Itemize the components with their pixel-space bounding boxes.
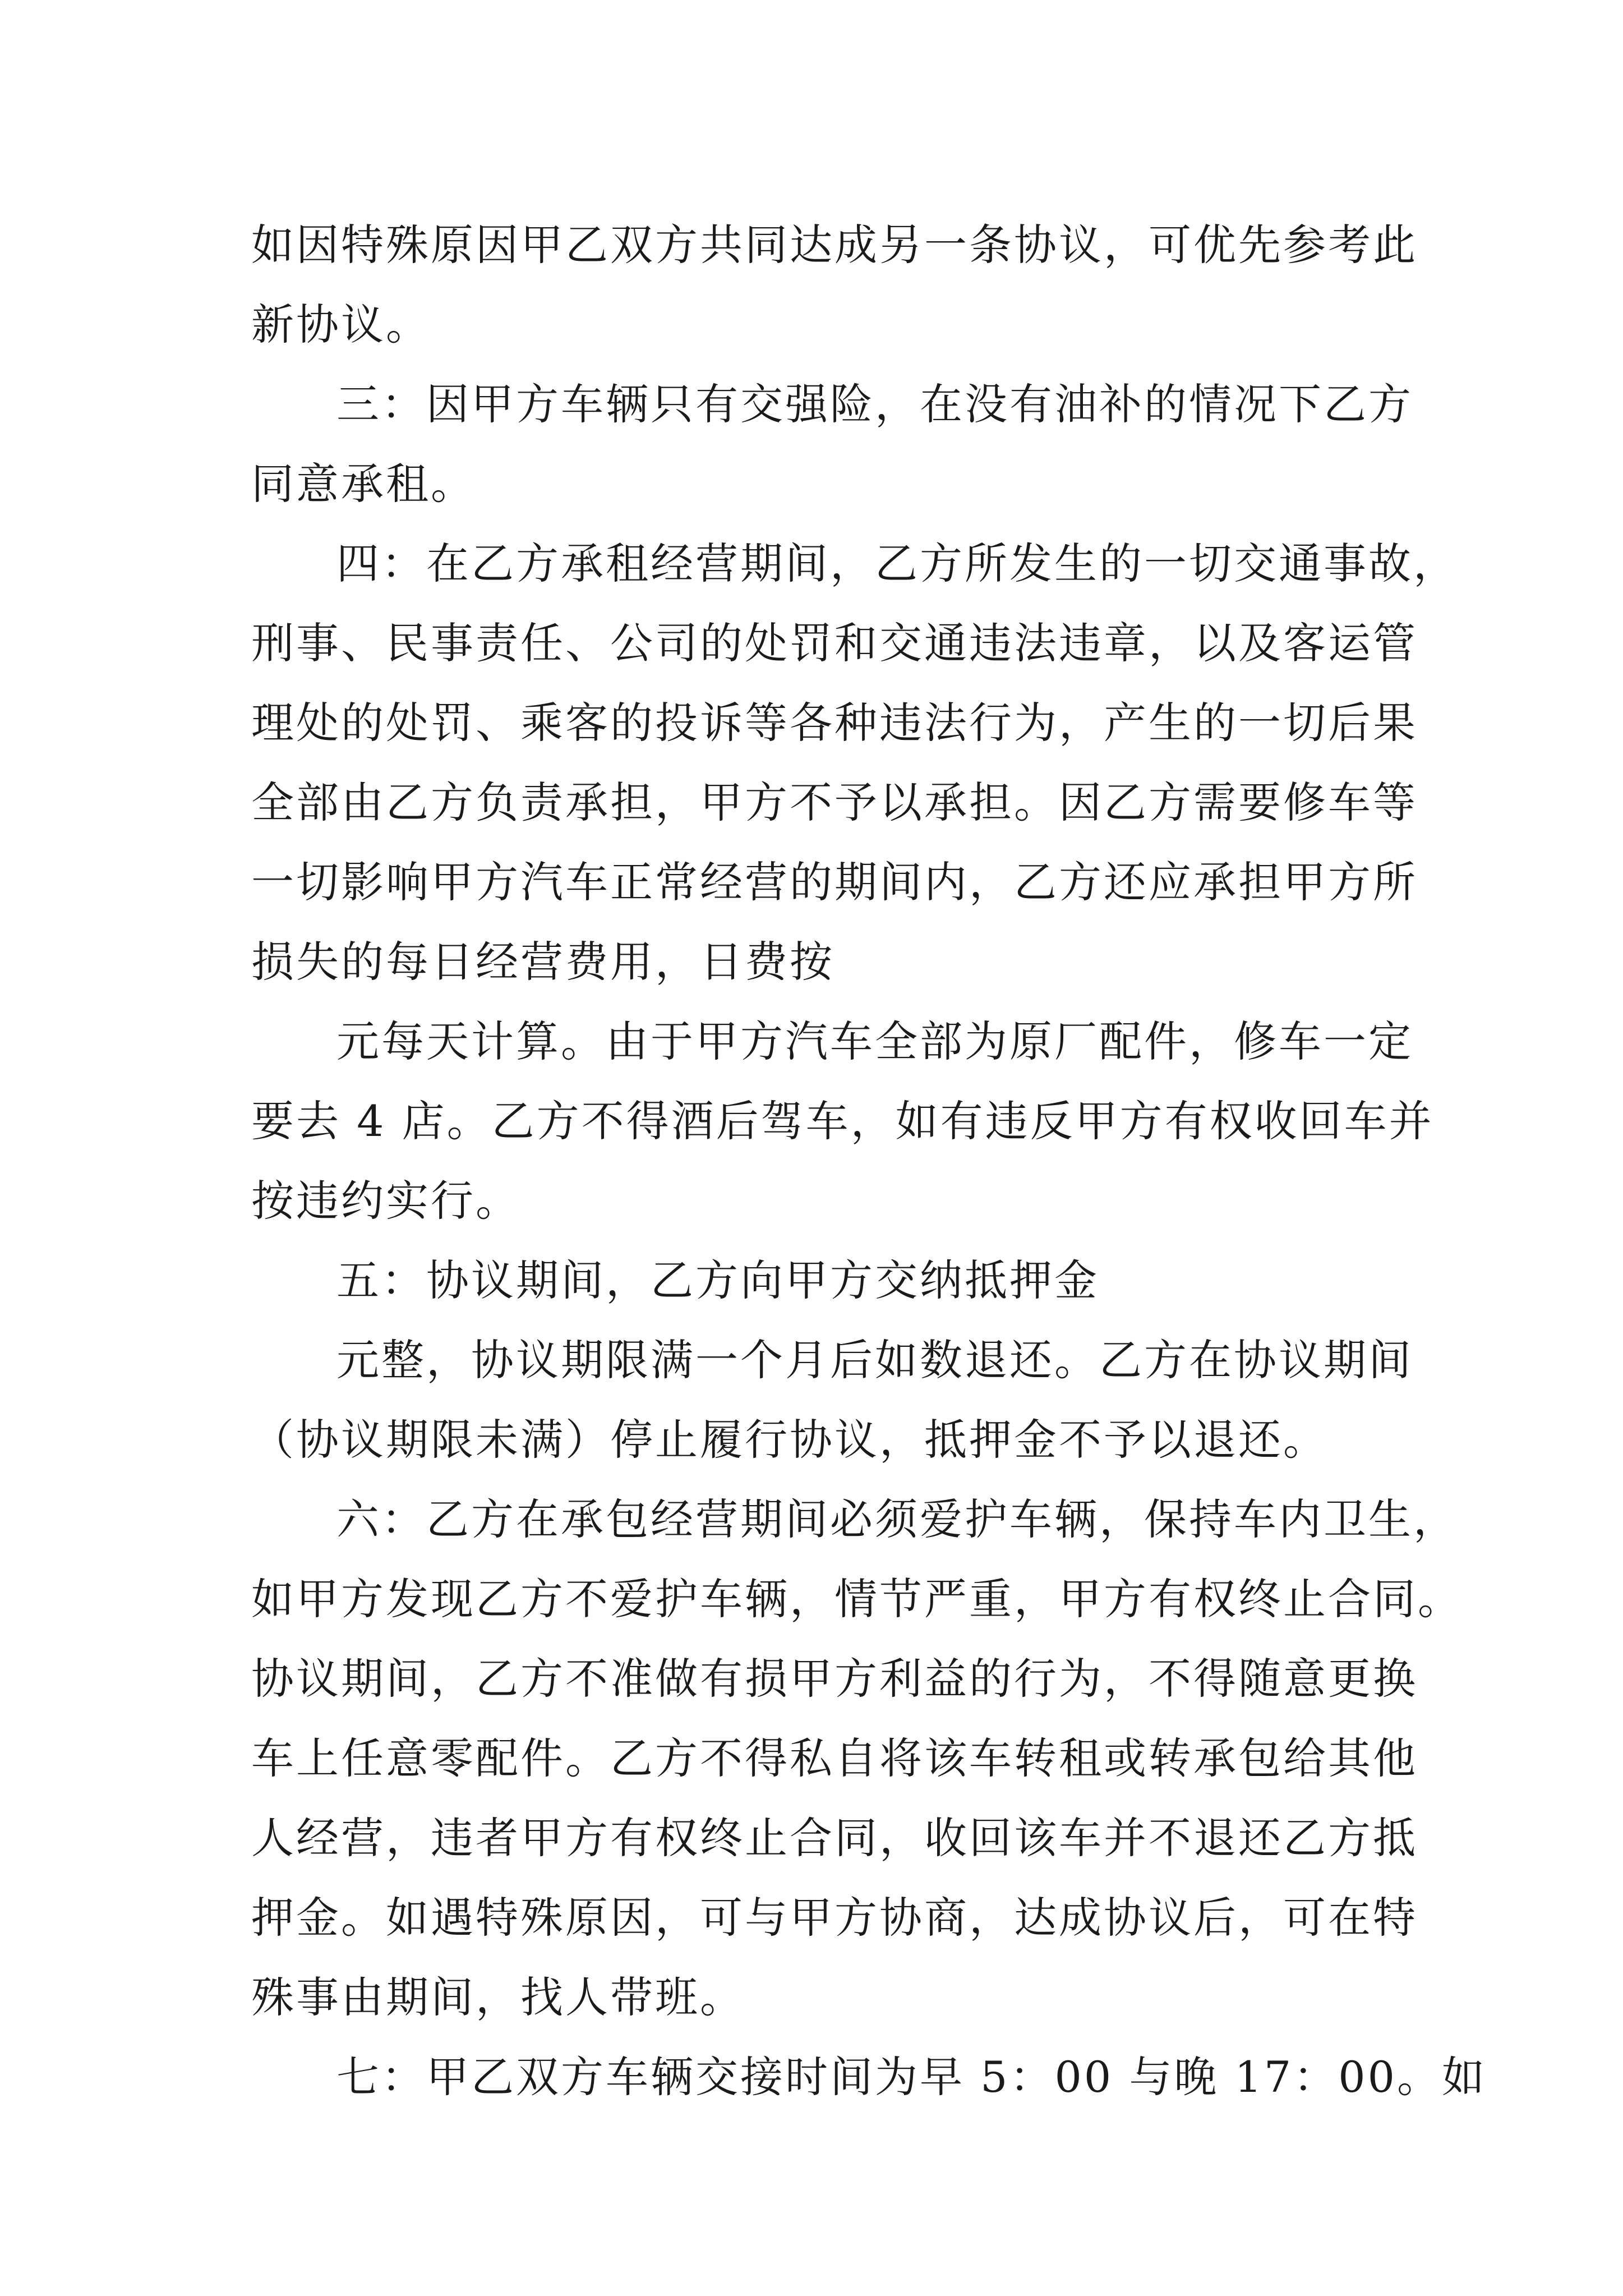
clause-five-line: 五：协议期间，乙方向甲方交纳抵押金 bbox=[336, 1255, 1099, 1305]
body-line: 要去 4 店。乙方不得酒后驾车，如有违反甲方有权收回车并 bbox=[251, 1096, 1434, 1146]
body-line: 损失的每日经营费用，日费按 bbox=[251, 937, 834, 987]
clause-three-line: 三：因甲方车辆只有交强险，在没有油补的情况下乙方 bbox=[336, 379, 1413, 429]
body-line: 元每天计算。由于甲方汽车全部为原厂配件，修车一定 bbox=[336, 1016, 1413, 1066]
body-line: 如因特殊原因甲乙双方共同达成另一条协议，可优先参考此 bbox=[251, 220, 1418, 270]
body-line: 同意承租。 bbox=[251, 459, 476, 509]
body-line: （协议期限未满）停止履行协议，抵押金不予以退还。 bbox=[251, 1415, 1328, 1465]
body-line: 全部由乙方负责承担，甲方不予以承担。因乙方需要修车等 bbox=[251, 777, 1418, 827]
clause-seven-line: 七：甲乙双方车辆交接时间为早 5：00 与晚 17：00。如 bbox=[336, 2052, 1487, 2102]
body-line: 押金。如遇特殊原因，可与甲方协商，达成协议后，可在特 bbox=[251, 1893, 1418, 1943]
body-line: 一切影响甲方汽车正常经营的期间内，乙方还应承担甲方所 bbox=[251, 857, 1418, 907]
document-body bbox=[251, 205, 1487, 2117]
body-line: 如甲方发现乙方不爱护车辆，情节严重，甲方有权终止合同。 bbox=[251, 1574, 1463, 1624]
body-line: 人经营，违者甲方有权终止合同，收回该车并不退还乙方抵 bbox=[251, 1813, 1418, 1863]
clause-four-line: 四：在乙方承租经营期间，乙方所发生的一切交通事故， bbox=[336, 539, 1458, 588]
body-line: 理处的处罚、乘客的投诉等各种违法行为，产生的一切后果 bbox=[251, 698, 1418, 748]
body-line: 元整，协议期限满一个月后如数退还。乙方在协议期间 bbox=[336, 1335, 1413, 1385]
clause-six-line: 六：乙方在承包经营期间必须爱护车辆，保持车内卫生， bbox=[336, 1494, 1458, 1544]
body-line: 新协议。 bbox=[251, 300, 431, 349]
body-line: 车上任意零配件。乙方不得私自将该车转租或转承包给其他 bbox=[251, 1733, 1418, 1783]
body-line: 按违约实行。 bbox=[251, 1176, 520, 1226]
body-line: 刑事、民事责任、公司的处罚和交通违法违章，以及客运管 bbox=[251, 618, 1418, 668]
body-line: 殊事由期间，找人带班。 bbox=[251, 1972, 745, 2022]
body-line: 协议期间，乙方不准做有损甲方利益的行为，不得随意更换 bbox=[251, 1654, 1418, 1704]
